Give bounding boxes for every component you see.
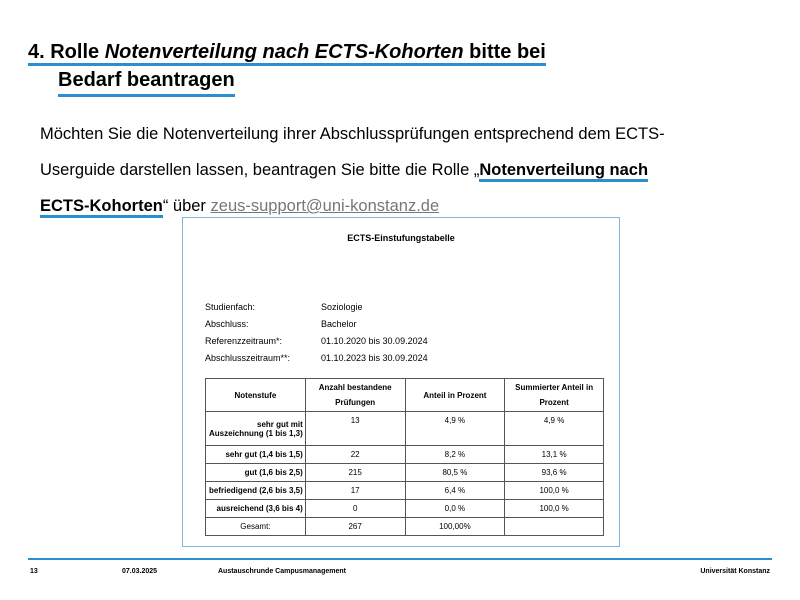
column-header: Notenstufe bbox=[206, 379, 306, 412]
title-line-2: Bedarf beantragen bbox=[58, 66, 235, 97]
meta-value: 01.10.2020 bis 30.09.2024 bbox=[321, 336, 428, 346]
role-name-part1: Notenverteilung nach bbox=[479, 161, 648, 182]
table-total-row bbox=[206, 518, 604, 536]
table-row bbox=[206, 500, 604, 518]
table-header-row bbox=[206, 379, 604, 412]
table-cell: 80,5 % bbox=[405, 464, 505, 482]
ects-grade-table bbox=[205, 378, 604, 536]
table-cell: 17 bbox=[305, 482, 405, 500]
grade-label: ausreichend (3,6 bis 4) bbox=[206, 500, 306, 518]
column-header: Summierter Anteil in Prozent bbox=[505, 379, 604, 412]
title-line-1 bbox=[28, 41, 546, 66]
grade-label: sehr gut mit Auszeichnung (1 bis 1,3) bbox=[206, 412, 306, 446]
title-italic: Notenverteilung nach ECTS-Kohorten bbox=[104, 41, 464, 63]
table-cell: 0 bbox=[305, 500, 405, 518]
table-row bbox=[206, 482, 604, 500]
table-cell: 4,9 % bbox=[405, 412, 505, 446]
grade-label: gut (1,6 bis 2,5) bbox=[206, 464, 306, 482]
role-name-part2: ECTS-Kohorten bbox=[40, 197, 163, 218]
meta-value: 01.10.2023 bis 30.09.2024 bbox=[321, 353, 428, 363]
slide-title bbox=[28, 38, 546, 97]
column-header: Anteil in Prozent bbox=[405, 379, 505, 412]
table-cell: 22 bbox=[305, 446, 405, 464]
table-cell: 215 bbox=[305, 464, 405, 482]
table-row bbox=[206, 412, 604, 446]
table-row bbox=[206, 446, 604, 464]
meta-row bbox=[205, 319, 428, 336]
table-cell: 100,0 % bbox=[505, 482, 604, 500]
meta-key: Referenzzeitraum*: bbox=[205, 336, 283, 346]
meta-row bbox=[205, 353, 428, 370]
meta-key: Abschluss: bbox=[205, 319, 249, 329]
meta-info bbox=[205, 302, 428, 370]
ects-table-screenshot bbox=[182, 217, 620, 547]
figure-title: ECTS-Einstufungstabelle bbox=[347, 233, 455, 243]
title-prefix: 4. Rolle bbox=[28, 41, 105, 63]
column-header: Anzahl bestandene Prüfungen bbox=[305, 379, 405, 412]
intro-text: Möchten Sie die Notenverteilung ihrer Abschlussprüfungen entsprechend dem ECTS-Userguide darstellen lassen, beantragen Sie bitte die Rolle „ bbox=[40, 125, 665, 179]
total-count: 267 bbox=[305, 518, 405, 536]
footer-date: 07.03.2025 bbox=[122, 568, 158, 575]
table-cell: 13,1 % bbox=[505, 446, 604, 464]
support-email-link[interactable]: zeus-support@uni-konstanz.de bbox=[210, 197, 440, 215]
table-row bbox=[206, 464, 604, 482]
meta-value: Bachelor bbox=[321, 319, 357, 329]
meta-value: Soziologie bbox=[321, 302, 363, 312]
footer-event: Austauschrunde Campusmanagement bbox=[218, 568, 346, 575]
table-cell: 0,0 % bbox=[405, 500, 505, 518]
table-cell: 13 bbox=[305, 412, 405, 446]
title-suffix: bitte bei bbox=[463, 41, 546, 63]
intro-after: “ über bbox=[162, 197, 211, 215]
grade-label: sehr gut (1,4 bis 1,5) bbox=[206, 446, 306, 464]
meta-row bbox=[205, 336, 428, 353]
page-number: 13 bbox=[30, 568, 38, 575]
intro-paragraph bbox=[40, 116, 730, 224]
total-percent: 100,00% bbox=[405, 518, 505, 536]
meta-row bbox=[205, 302, 428, 319]
total-empty bbox=[505, 518, 604, 536]
total-label: Gesamt: bbox=[206, 518, 306, 536]
table-cell: 100,0 % bbox=[505, 500, 604, 518]
meta-key: Studienfach: bbox=[205, 302, 256, 312]
table-cell: 6,4 % bbox=[405, 482, 505, 500]
footer-organization: Universität Konstanz bbox=[700, 568, 770, 575]
grade-label: befriedigend (2,6 bis 3,5) bbox=[206, 482, 306, 500]
table-cell: 4,9 % bbox=[505, 412, 604, 446]
footer-divider bbox=[28, 558, 772, 560]
table-cell: 93,6 % bbox=[505, 464, 604, 482]
table-cell: 8,2 % bbox=[405, 446, 505, 464]
meta-key: Abschlusszeitraum**: bbox=[205, 353, 291, 363]
